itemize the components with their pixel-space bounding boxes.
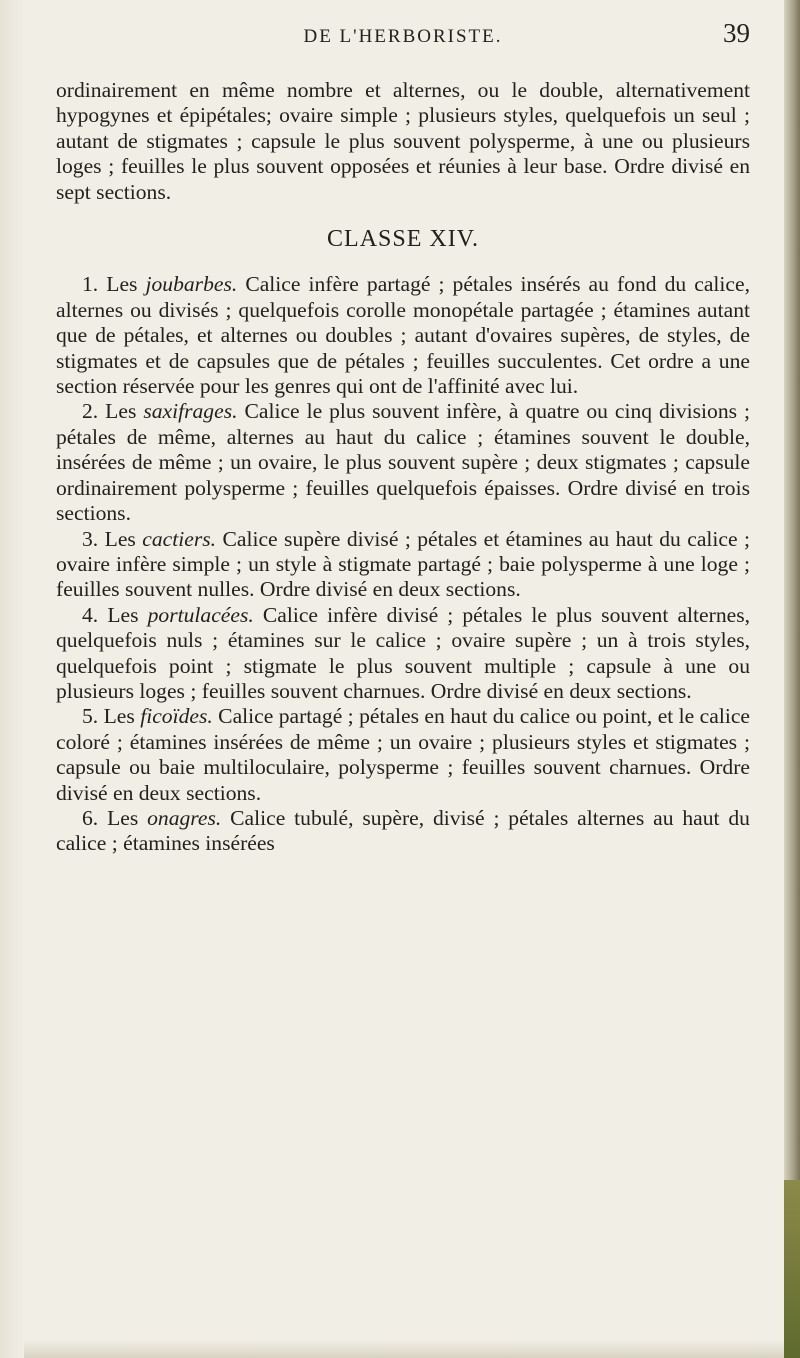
order-name: saxifrages. xyxy=(143,399,238,424)
page-left-margin xyxy=(0,0,24,1358)
order-article: Les xyxy=(107,805,139,830)
order-article: Les xyxy=(103,704,135,729)
order-entry-1 xyxy=(56,272,750,399)
order-entry-6 xyxy=(56,806,750,857)
order-article: Les xyxy=(105,399,137,424)
order-number: 5. xyxy=(82,704,99,729)
order-description: Calice partagé ; pétales en haut du calice ou point, et le calice coloré ; étamines insérées de même ; un ovaire ; plusieurs styles et stigmates ; capsule ou baie multiloculaire, polysperme ; feuilles souvent charnues. Ordre divisé en deux sections. xyxy=(56,704,750,805)
order-name: onagres. xyxy=(147,805,222,830)
order-article: Les xyxy=(104,526,136,551)
order-entry-4 xyxy=(56,603,750,705)
order-number: 2. xyxy=(82,399,99,424)
page-fore-edge-lower xyxy=(784,1180,800,1358)
order-description: Calice infère divisé ; pétales le plus souvent alternes, quelquefois nuls ; étamines sur le calice ; ovaire supère ; un à trois styles, quelquefois point ; stigmate le plus souvent multiple ; capsule à une ou plusieurs loges ; feuilles souvent charnues. Ordre divisé en deux sections. xyxy=(56,602,750,703)
page-number: 39 xyxy=(723,18,750,48)
order-entry-3 xyxy=(56,527,750,603)
order-description: Calice infère partagé ; pétales insérés au fond du calice, alternes ou divisés ; quelquefois corolle monopétale partagée ; étamines autant que de pétales, et alternes ou doubles ; autant d'ovaires supères, de styles, de stigmates et de capsules que de pétales ; feuilles succulentes. Cet ordre a une section réservée pour les genres qui ont de l'affinité avec lui. xyxy=(56,272,750,399)
order-name: portulacées. xyxy=(147,602,254,627)
page-fore-edge xyxy=(784,0,800,1358)
order-entry-2 xyxy=(56,399,750,526)
running-head xyxy=(56,12,750,52)
order-description: Calice tubulé, supère, divisé ; pétales alternes au haut du calice ; étamines insérées xyxy=(56,805,750,856)
order-entry-5 xyxy=(56,704,750,806)
order-number: 1. xyxy=(82,272,99,297)
order-article: Les xyxy=(107,602,139,627)
continuation-paragraph: ordinairement en même nombre et alternes, ou le double, alternativement hypogynes et épipétales; ovaire simple ; plusieurs styles, quelquefois un seul ; autant de stigmates ; capsule le plus souvent polysperme, à une ou plusieurs loges ; feuilles le plus souvent opposées et réunies à leur base. Ordre divisé en sept sections. xyxy=(56,78,750,204)
body-text xyxy=(56,78,750,857)
order-name: joubarbes. xyxy=(145,272,238,297)
page-bottom-shadow xyxy=(24,1340,784,1358)
running-title: DE L'HERBORISTE. xyxy=(303,26,503,47)
order-name: ficoïdes. xyxy=(140,704,213,729)
order-name: cactiers. xyxy=(142,526,217,551)
order-description: Calice supère divisé ; pétales et étamines au haut du calice ; ovaire infère simple ; un style à stigmate partagé ; baie polysperme à une loge ; feuilles souvent nulles. Ordre divisé en deux sections. xyxy=(56,526,750,602)
order-description: Calice le plus souvent infère, à quatre ou cinq divisions ; pétales de même, alternes au haut du calice ; étamines souvent le double, insérées de même ; un ovaire, le plus souvent supère ; deux stigmates ; capsule ordinairement polysperme ; feuilles quelquefois épaisses. Ordre divisé en trois sections. xyxy=(56,399,750,526)
class-heading: CLASSE XIV. xyxy=(327,226,479,253)
order-number: 4. xyxy=(82,602,99,627)
order-number: 6. xyxy=(82,805,99,830)
order-article: Les xyxy=(106,272,138,297)
order-number: 3. xyxy=(82,526,99,551)
